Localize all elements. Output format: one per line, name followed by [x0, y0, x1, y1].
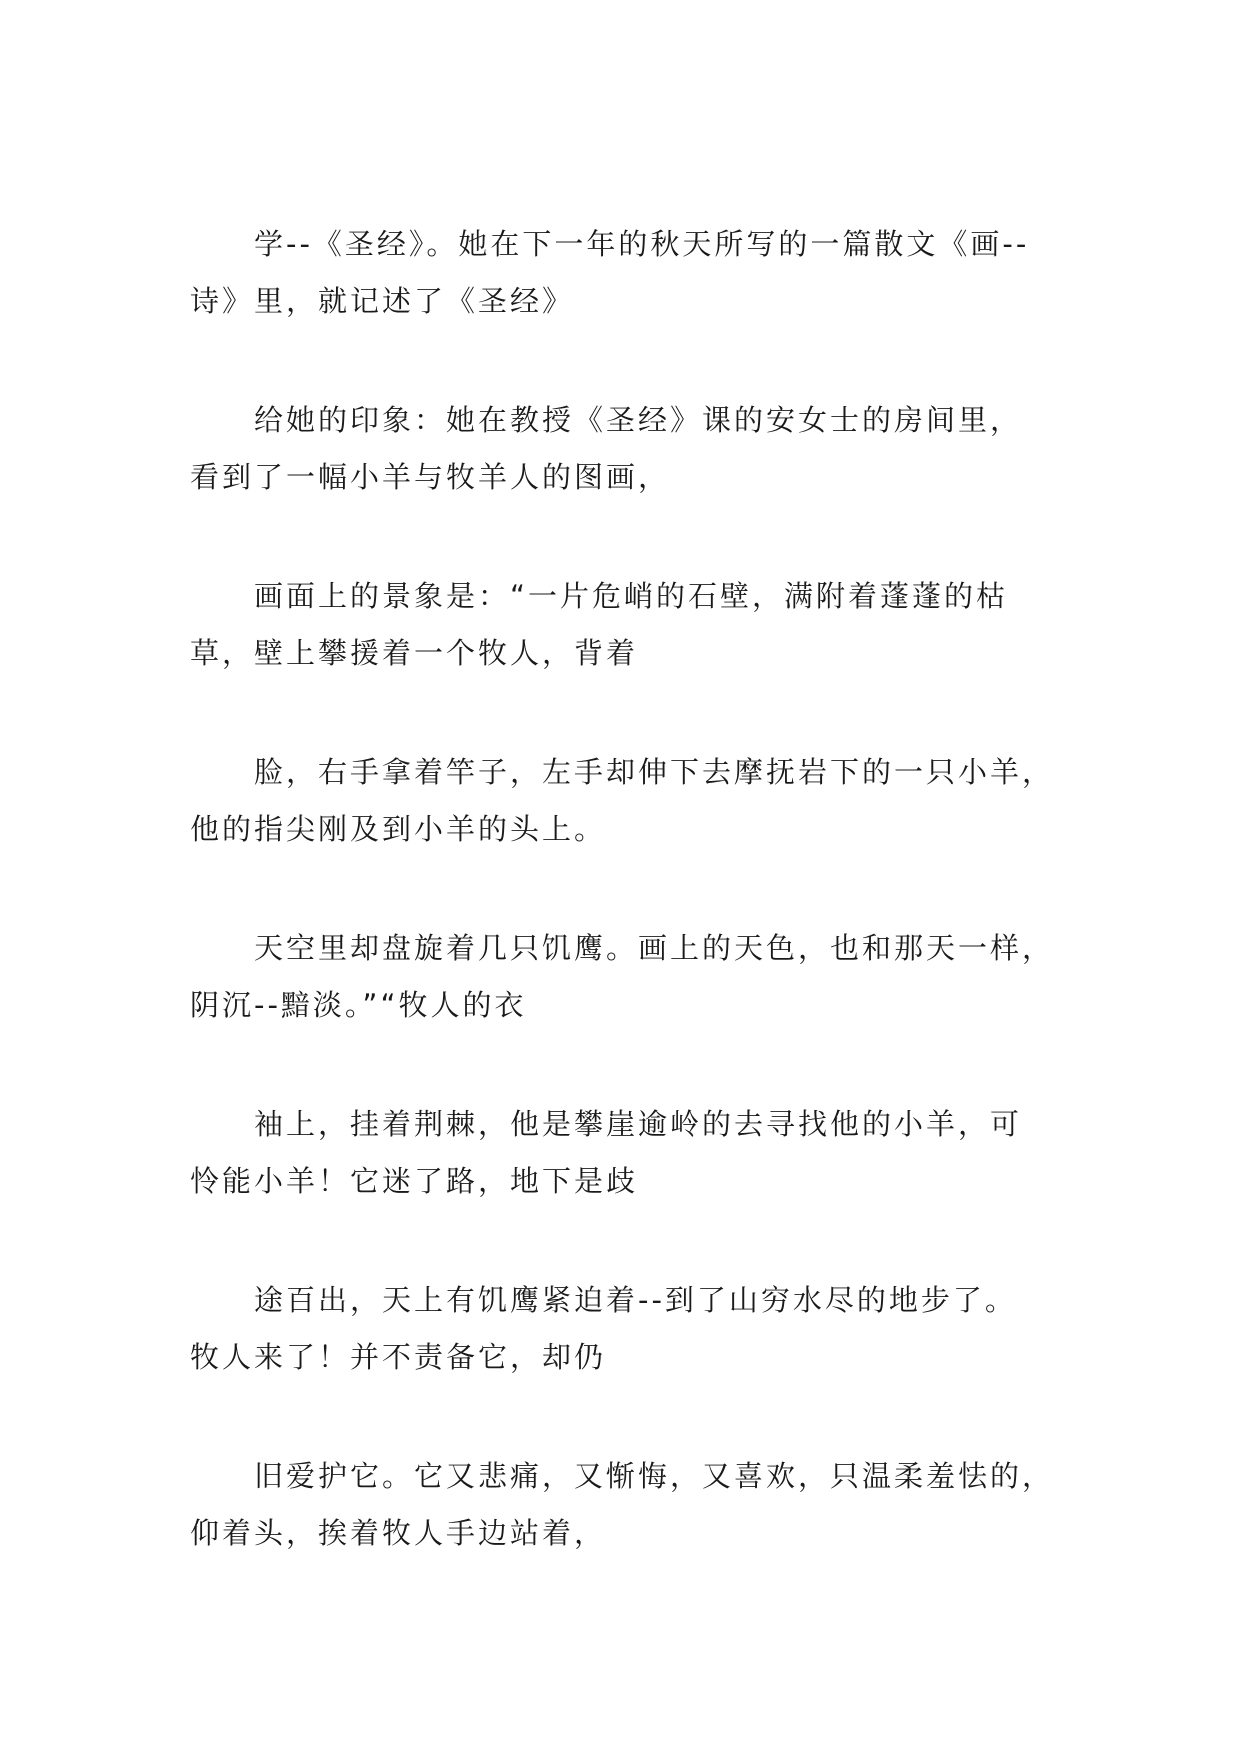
paragraph-line: 学--《圣经》。她在下一年的秋天所写的一篇散文《画--	[254, 227, 1030, 261]
paragraph-line: 牧人来了！并不责备它，却仍	[190, 1340, 607, 1374]
paragraph-line: 袖上，挂着荆棘，他是攀崖逾岭的去寻找他的小羊，可	[254, 1107, 1023, 1141]
paragraph-line: 他的指尖刚及到小羊的头上。	[190, 812, 607, 846]
paragraph-line: 给她的印象：她在教授《圣经》课的安女士的房间里，	[254, 403, 1023, 437]
paragraph-3	[190, 568, 1090, 682]
paragraph-line: 仰着头，挨着牧人手边站着，	[190, 1516, 607, 1550]
paragraph-line: 看到了一幅小羊与牧羊人的图画，	[190, 460, 671, 494]
paragraph-5	[190, 920, 1090, 1034]
paragraph-line: 阴沉--黯淡。”“牧人的衣	[190, 988, 527, 1022]
paragraph-line: 天空里却盘旋着几只饥鹰。画上的天色，也和那天一样，	[254, 931, 1055, 965]
paragraph-2	[190, 392, 1090, 506]
paragraph-line: 画面上的景象是：“一片危峭的石壁，满附着蓬蓬的枯	[254, 579, 1009, 613]
paragraph-6	[190, 1096, 1090, 1210]
paragraph-line: 诗》里，就记述了《圣经》	[190, 284, 575, 318]
paragraph-line: 草，壁上攀援着一个牧人，背着	[190, 636, 639, 670]
paragraph-1	[190, 216, 1090, 330]
paragraph-line: 途百出，天上有饥鹰紧迫着--到了山穷水尽的地步了。	[254, 1283, 1017, 1317]
paragraph-8	[190, 1448, 1090, 1562]
paragraph-7	[190, 1272, 1090, 1386]
paragraph-line: 旧爱护它。它又悲痛，又惭悔，又喜欢，只温柔羞怯的，	[254, 1459, 1055, 1493]
paragraph-4	[190, 744, 1090, 858]
paragraph-line: 怜能小羊！它迷了路，地下是歧	[190, 1164, 639, 1198]
paragraph-line: 脸，右手拿着竿子，左手却伸下去摩抚岩下的一只小羊，	[254, 755, 1055, 789]
